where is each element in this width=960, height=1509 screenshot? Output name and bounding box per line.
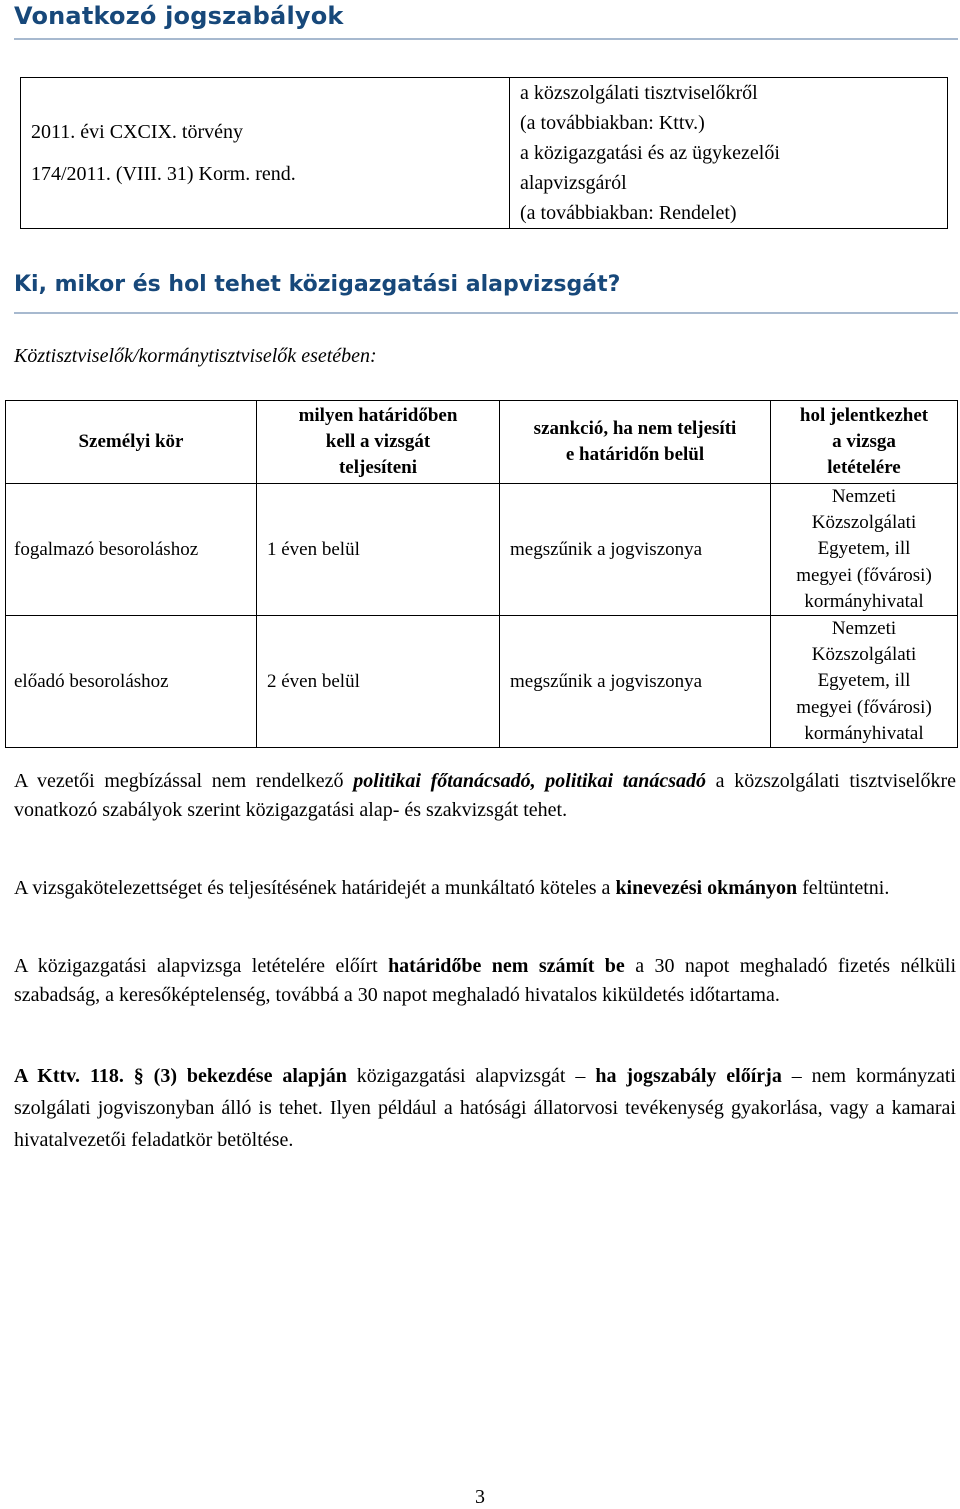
sanction-cell: megszűnik a jogviszonya [500, 484, 771, 616]
exam-location-cell: Nemzeti Közszolgálati Egyetem, ill megyei (fővárosi) kormányhivatal [771, 484, 958, 616]
deadline-cell: 2 éven belül [257, 616, 500, 748]
emphasis: határidőbe nem számít be [388, 955, 625, 977]
section-heading: Vonatkozó jogszabályok [14, 2, 344, 30]
heading-underline [14, 312, 958, 314]
legislation-table [20, 77, 948, 229]
table-row [6, 484, 958, 616]
heading-underline [14, 38, 958, 40]
law-description-line: a közszolgálati tisztviselőkről [520, 82, 758, 104]
personnel-group-cell: fogalmazó besoroláshoz [6, 484, 257, 616]
sanction-cell: megszűnik a jogviszonya [500, 616, 771, 748]
table-row [21, 78, 948, 229]
law-description-line: alapvizsgáról [520, 172, 627, 194]
column-header: szankció, ha nem teljesíti e határidőn belül [500, 401, 771, 484]
page-number: 3 [475, 1486, 485, 1508]
paragraph: A vezetői megbízással nem rendelkező politikai főtanácsadó, politikai tanácsadó a közszolgálati tisztviselőkre vonatkozó szabályok szerint közigazgatási alap- és szakvizsgát tehet. [14, 770, 956, 821]
emphasis: kinevezési okmányon [615, 877, 798, 899]
table-header-row [6, 401, 958, 484]
personnel-group-cell: előadó besoroláshoz [6, 616, 257, 748]
deadline-cell: 1 éven belül [257, 484, 500, 616]
table-caption: Köztisztviselők/kormánytisztviselők esetében: [14, 345, 377, 367]
exam-requirements-table [5, 400, 958, 748]
column-header: milyen határidőben kell a vizsgát teljesíteni [257, 401, 500, 484]
emphasis: ha jogszabály előírja [595, 1065, 782, 1087]
column-header: Személyi kör [6, 401, 257, 484]
law-description-line: a közigazgatási és az ügykezelői [520, 142, 780, 164]
table-row [6, 616, 958, 748]
law-description-line: (a továbbiakban: Rendelet) [520, 202, 737, 224]
section-heading: Ki, mikor és hol tehet közigazgatási alapvizsgát? [14, 272, 621, 297]
law-reference-cell [21, 78, 510, 229]
emphasis: politikai főtanácsadó, politikai tanácsadó [353, 770, 707, 792]
column-header: hol jelentkezhet a vizsga letételére [771, 401, 958, 484]
paragraph: A vizsgakötelezettséget és teljesítésének határidejét a munkáltató köteles a kinevezési okmányon feltüntetni. [14, 877, 890, 899]
law-description-line: (a továbbiakban: Kttv.) [520, 112, 705, 134]
law-description-cell [510, 78, 948, 229]
law-reference: 2011. évi CXCIX. törvény [31, 121, 244, 143]
paragraph: A közigazgatási alapvizsga letételére előírt határidőbe nem számít be a 30 napot meghaladó fizetés nélküli szabadság, a keresőképtelenség, továbbá a 30 napot meghaladó hivatalos kiküldetés időtartama. [14, 955, 956, 1006]
paragraph: A Kttv. 118. § (3) bekezdése alapján közigazgatási alapvizsgát – ha jogszabály előírja – nem kormányzati szolgálati jogviszonyban álló is tehet. Ilyen például a hatósági állatorvosi tevékenység gyakorlása, vagy a kamarai hivatalvezetői feladatkör betöltése. [14, 1065, 956, 1151]
law-reference: 174/2011. (VIII. 31) Korm. rend. [31, 163, 296, 185]
exam-location-cell: Nemzeti Közszolgálati Egyetem, ill megyei (fővárosi) kormányhivatal [771, 616, 958, 748]
emphasis: A Kttv. 118. § (3) bekezdése alapján [14, 1065, 347, 1087]
